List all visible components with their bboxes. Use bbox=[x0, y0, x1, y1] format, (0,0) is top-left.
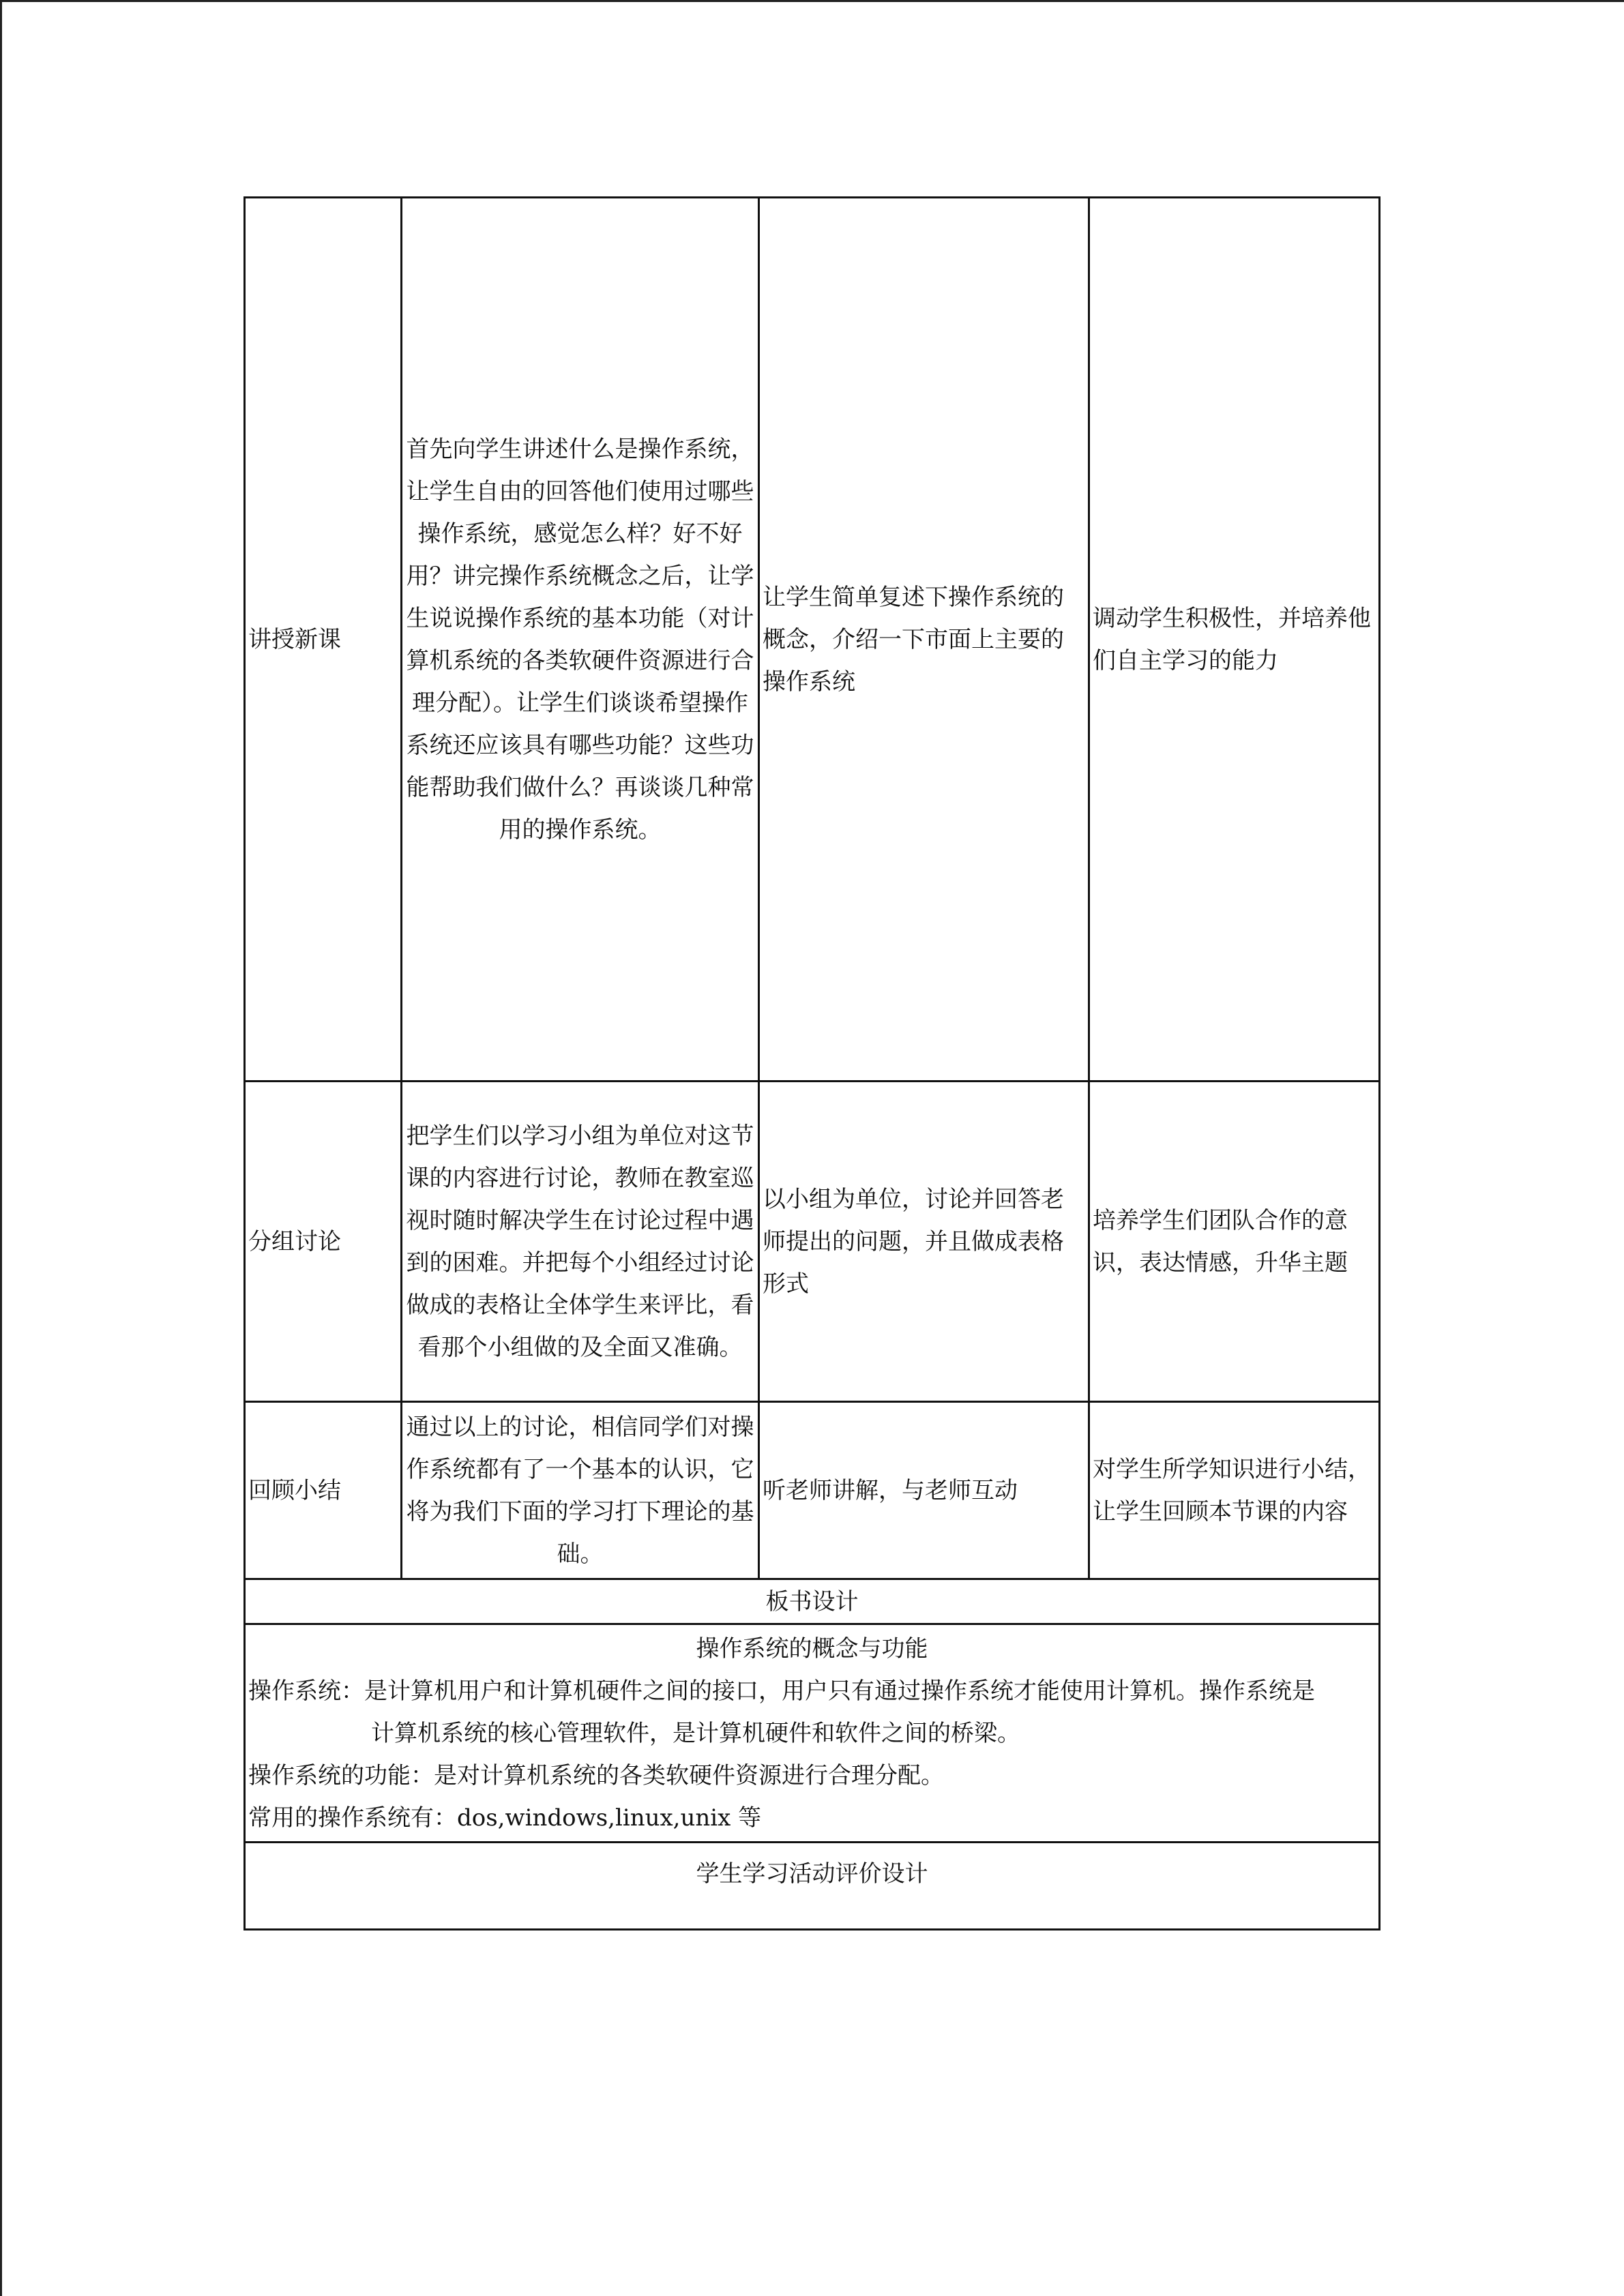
board-line-definition-cont: 计算机系统的核心管理软件，是计算机硬件和软件之间的桥梁。 bbox=[371, 1719, 1020, 1747]
board-line-definition: 操作系统：是计算机用户和计算机硬件之间的接口，用户只有通过操作系统才能使用计算机。操作系统是 bbox=[248, 1677, 1315, 1705]
teacher-activity-cell: 把学生们以学习小组为单位对这节课的内容进行讨论，教师在教室巡视时随时解决学生在讨论过程中遇到的困难。并把每个小组经过讨论做成的表格让全体学生来评比，看看那个小组做的及全面又准确。 bbox=[402, 1082, 759, 1402]
lesson-plan-table bbox=[243, 196, 1381, 1930]
table-row-evaluation bbox=[245, 1843, 1380, 1930]
stage-cell: 讲授新课 bbox=[245, 198, 402, 1082]
teacher-activity-cell: 通过以上的讨论，相信同学们对操作系统都有了一个基本的认识，它将为我们下面的学习打下理论的基础。 bbox=[402, 1402, 759, 1579]
table-row-board-title bbox=[245, 1579, 1380, 1624]
table-row-review-summary bbox=[245, 1402, 1380, 1579]
table-row-board-content bbox=[245, 1624, 1380, 1843]
teacher-activity-cell: 首先向学生讲述什么是操作系统，让学生自由的回答他们使用过哪些操作系统，感觉怎么样？好不好用？讲完操作系统概念之后，让学生说说操作系统的基本功能（对计算机系统的各类软硬件资源进行合理分配）。让学生们谈谈希望操作系统还应该具有哪些功能？这些功能帮助我们做什么？再谈谈几种常用的操作系统。 bbox=[402, 198, 759, 1082]
stage-cell: 回顾小结 bbox=[245, 1402, 402, 1579]
board-line-common-os: 常用的操作系统有：dos,windows,linux,unix 等 bbox=[248, 1804, 762, 1832]
evaluation-design-title: 学生学习活动评价设计 bbox=[245, 1843, 1380, 1930]
student-activity-cell: 让学生简单复述下操作系统的概念，介绍一下市面上主要的操作系统 bbox=[759, 198, 1089, 1082]
student-activity-cell: 以小组为单位，讨论并回答老师提出的问题，并且做成表格形式 bbox=[759, 1082, 1089, 1402]
student-activity-cell: 听老师讲解，与老师互动 bbox=[759, 1402, 1089, 1579]
board-design-title: 板书设计 bbox=[245, 1579, 1380, 1624]
board-design-content bbox=[245, 1624, 1380, 1843]
design-intent-cell: 对学生所学知识进行小结，让学生回顾本节课的内容 bbox=[1089, 1402, 1380, 1579]
stage-cell: 分组讨论 bbox=[245, 1082, 402, 1402]
board-heading: 操作系统的概念与功能 bbox=[696, 1635, 928, 1663]
table-row-new-lesson bbox=[245, 198, 1380, 1082]
board-line-functions: 操作系统的功能：是对计算机系统的各类软硬件资源进行合理分配。 bbox=[248, 1761, 944, 1789]
design-intent-cell: 培养学生们团队合作的意识，表达情感，升华主题 bbox=[1089, 1082, 1380, 1402]
design-intent-cell: 调动学生积极性，并培养他们自主学习的能力 bbox=[1089, 198, 1380, 1082]
table-row-group-discussion bbox=[245, 1082, 1380, 1402]
